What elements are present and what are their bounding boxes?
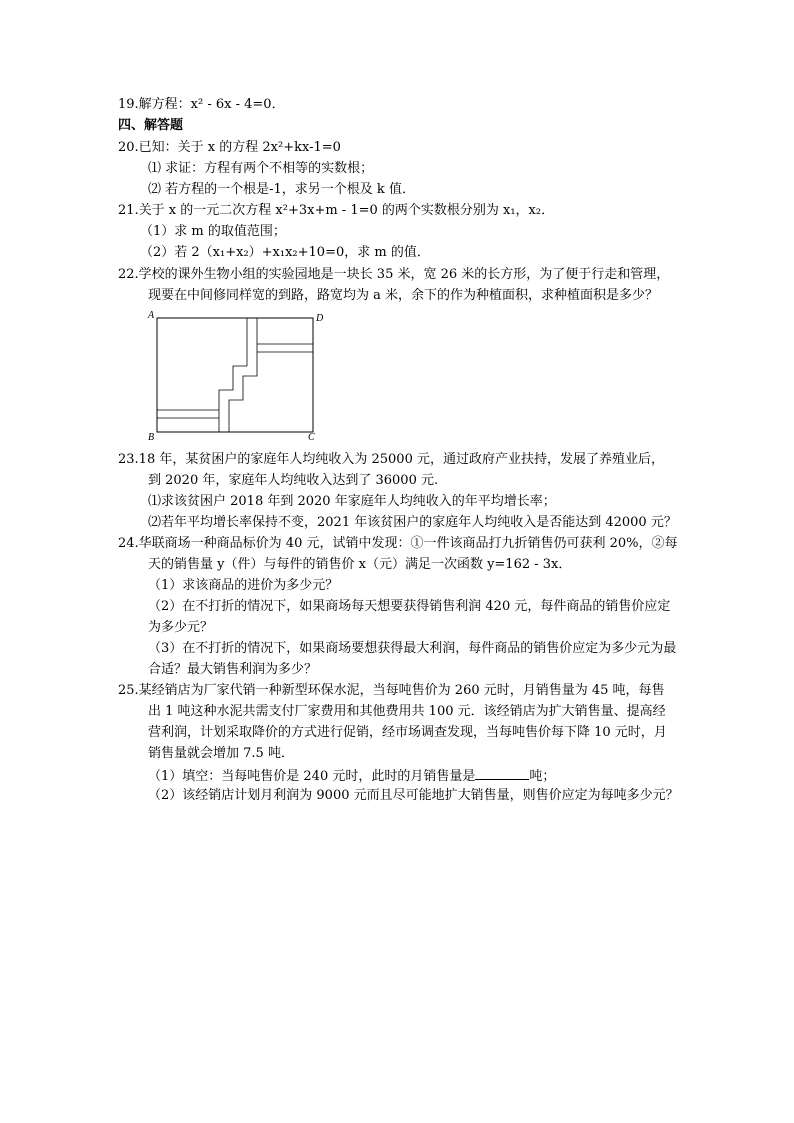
garden-rectangle bbox=[157, 318, 313, 432]
section-title: 四、解答题 bbox=[118, 118, 184, 133]
garden-path-figure bbox=[145, 306, 325, 444]
q20-stem: 20.已知：关于 x 的方程 2x²+kx-1=0 bbox=[118, 140, 341, 155]
q19-text: 19.解方程：x² - 6x - 4=0． bbox=[118, 97, 285, 112]
q25-line4: 销售量就会增加 7.5 吨． bbox=[148, 746, 294, 761]
q20-part2: ⑵ 若方程的一个根是-1，求另一个根及 k 值． bbox=[148, 182, 415, 197]
q24-part2-line1: （2）在不打折的情况下，如果商场每天想要获得销售利润 420 元，每件商品的销售价应定 bbox=[148, 599, 671, 614]
q25-part2: （2）该经销店计划月利润为 9000 元而且尽可能地扩大销售量，则售价应定为每吨多少元？ bbox=[148, 788, 679, 803]
q23-line1: 23.18 年，某贫困户的家庭年人均纯收入为 25000 元，通过政府产业扶持，发展了养殖业后， bbox=[118, 452, 664, 467]
q21-part1: （1）求 m 的取值范围； bbox=[140, 224, 286, 239]
label-C: C bbox=[308, 432, 315, 443]
q24-line2: 天的销售量 y（件）与每件的销售价 x（元）满足一次函数 y=162 - 3x． bbox=[148, 557, 572, 572]
q22-line2: 现要在中间修同样宽的到路，路宽均为 a 米，余下的作为种植面积，求种植面积是多少？ bbox=[148, 288, 659, 303]
q25-line2: 出 1 吨这种水泥共需支付厂家费用和其他费用共 100 元．该经销店为扩大销售量、提高经 bbox=[148, 704, 666, 719]
q25-part1 bbox=[148, 767, 555, 785]
q24-line1: 24.华联商场一种商品标价为 40 元，试销中发现：①一件该商品打九折销售仍可获利 20%，②每 bbox=[118, 536, 678, 551]
label-D: D bbox=[316, 313, 324, 324]
q25-part1-unit: 吨； bbox=[529, 769, 556, 784]
q24-part3-line2: 合适？最大销售利润为多少？ bbox=[148, 662, 318, 677]
q24-part3-line1: （3）在不打折的情况下，如果商场要想获得最大利润，每件商品的销售价应定为多少元为最 bbox=[148, 641, 677, 656]
q21-part2: （2）若 2（x₁+x₂）+x₁x₂+10=0，求 m 的值． bbox=[140, 245, 430, 260]
label-B: B bbox=[148, 432, 155, 443]
q23-line2: 到 2020 年，家庭年人均纯收入达到了 36000 元. bbox=[148, 473, 439, 488]
q21-stem: 21.关于 x 的一元二次方程 x²+3x+m - 1=0 的两个实数根分别为 x₁，x₂． bbox=[118, 203, 555, 218]
q25-line3: 营利润，计划采取降价的方式进行促销，经市场调查发现，当每吨售价每下降 10 元时，月 bbox=[148, 725, 667, 740]
q22-line1: 22.学校的课外生物小组的实验园地是一块长 35 米，宽 26 米的长方形，为了便于行走和管理， bbox=[118, 267, 670, 282]
q25-part1-text: （1）填空：当每吨售价是 240 元时，此时的月销售量是 bbox=[148, 769, 476, 784]
q24-part2-line2: 为多少元？ bbox=[148, 620, 214, 635]
q25-line1: 25.某经销店为厂家代销一种新型环保水泥，当每吨售价为 260 元时，月销售量为 45 吨，每售 bbox=[118, 683, 665, 698]
q23-part2: ⑵若年平均增长率保持不变，2021 年该贫困户的家庭年人均纯收入是否能达到 42000 元？ bbox=[148, 515, 677, 530]
label-A: A bbox=[148, 310, 155, 321]
q20-part1: ⑴ 求证：方程有两个不相等的实数根； bbox=[148, 161, 374, 176]
q24-part1: （1）求该商品的进价为多少元？ bbox=[148, 578, 339, 593]
answer-blank bbox=[475, 767, 529, 780]
q23-part1: ⑴求该贫困户 2018 年到 2020 年家庭年人均纯收入的年平均增长率； bbox=[148, 494, 556, 509]
